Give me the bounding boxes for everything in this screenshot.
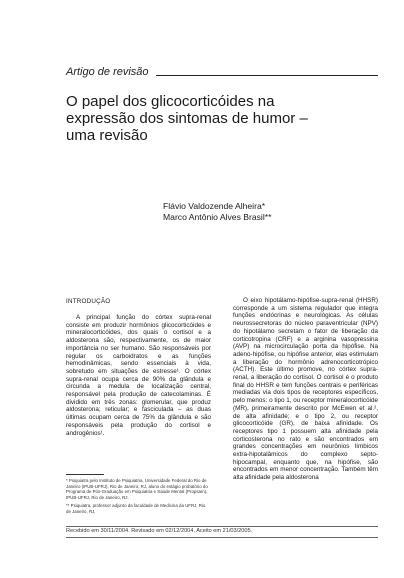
footnote: ** Psiquiatra, professor adjunto da faculdade de Medicina da UFRJ, Rio de Janeiro, RJ. xyxy=(66,503,206,514)
submission-dates: Recebido em 30/11/2004. Revisado em 02/12/2004. Aceito em 21/03/2005. xyxy=(66,528,253,534)
section-rule xyxy=(156,75,378,76)
body-paragraph: O eixo hipotálamo-hipófise-supra-renal (HHSR) corresponde a um sistema regulador que integra funções endócrinas e neurológicas. As células neurossecretoras do núcleo paraventricular (NPV) do hipotálamo secretam o fator de liberação da corticotropina (CRF) e a arginina vasopressina (AVP) na microcirculação porta da hipófise. Na adeno-hipófise, ou hipófise anterior, elas estimulam a liberação do hormônio adrenocorticotrópico (ACTH). Este último promove, no córtex supra-renal, a liberação do cortisol. O cortisol é o produto final do HHSR e tem funções centrais e periféricas mediadas via dois tipos de receptores específicos, pelo menos: o tipo 1, ou receptor mineralocorticóide (MR), primeiramente descrito por McEwen et al.², de alta afinidade; e o tipo 2, ou receptor glicocorticóide (GR), de baixa afinidade. Os receptores tipo 1 possuem alta afinidade pela corticosterona no rato e são encontrados em grandes concentrações em neurônios límbicos extra-hipotalâmicos do complexo septo-hipocampal, enquanto que, na hipófise, são encontrados em menor concentração. Também têm alta afinidade pela aldosterona xyxy=(233,297,378,482)
author-name: Flávio Valdozende Alheira* xyxy=(163,201,266,211)
title-line: expressão dos sintomas de humor – xyxy=(66,110,308,127)
introduction-heading: INTRODUÇÃO xyxy=(66,298,111,305)
footnotes xyxy=(66,478,211,517)
left-column xyxy=(66,298,211,437)
dates-rule-top xyxy=(66,526,378,527)
right-column xyxy=(233,297,378,482)
article-title xyxy=(66,93,366,144)
footnote: * Psiquiatra pelo Instituto de Psiquiatria, Universidade Federal do Rio de Janeiro (IPUB-UFRJ), Rio de Janeiro, RJ, aluno do estágio probatório do Programa de Pós-Graduação em Psiquiatria e Saúde Mental (Propsam), IPUB-UFRJ, Rio de Janeiro, RJ. xyxy=(66,478,208,500)
title-line: O papel dos glicocorticóides na xyxy=(66,93,275,110)
section-label: Artigo de revisão xyxy=(66,66,149,78)
section-header xyxy=(66,65,378,79)
body-paragraph: A principal função do córtex supra-renal consiste em produzir hormônios glicocorticóides e mineralocorticóides, dos quais o cortisol e a aldosterona são, respectivamente, os de maior importância no ser humano. São responsáveis por regular os carboidratos e as funções hemodinâmicas, sendo essenciais à vida, sobretudo em situações de estresse¹. O córtex supra-renal ocupa cerca de 90% da glândula e circunda a medula de localização central, responsável pela produção de catecolaminas. É dividido em três zonas: glomerular, que produz aldosterona; reticular; e fasciculada – as duas últimas ocupam cerca de 75% da glândula e são responsáveis pela produção do cortisol e androgênios¹. xyxy=(66,314,211,437)
footnote-rule xyxy=(66,474,104,475)
title-line: uma revisão xyxy=(66,127,148,144)
dates-rule-bottom xyxy=(66,537,378,538)
author-name: Marco Antônio Alves Brasil** xyxy=(163,212,272,222)
author-list xyxy=(163,201,271,223)
